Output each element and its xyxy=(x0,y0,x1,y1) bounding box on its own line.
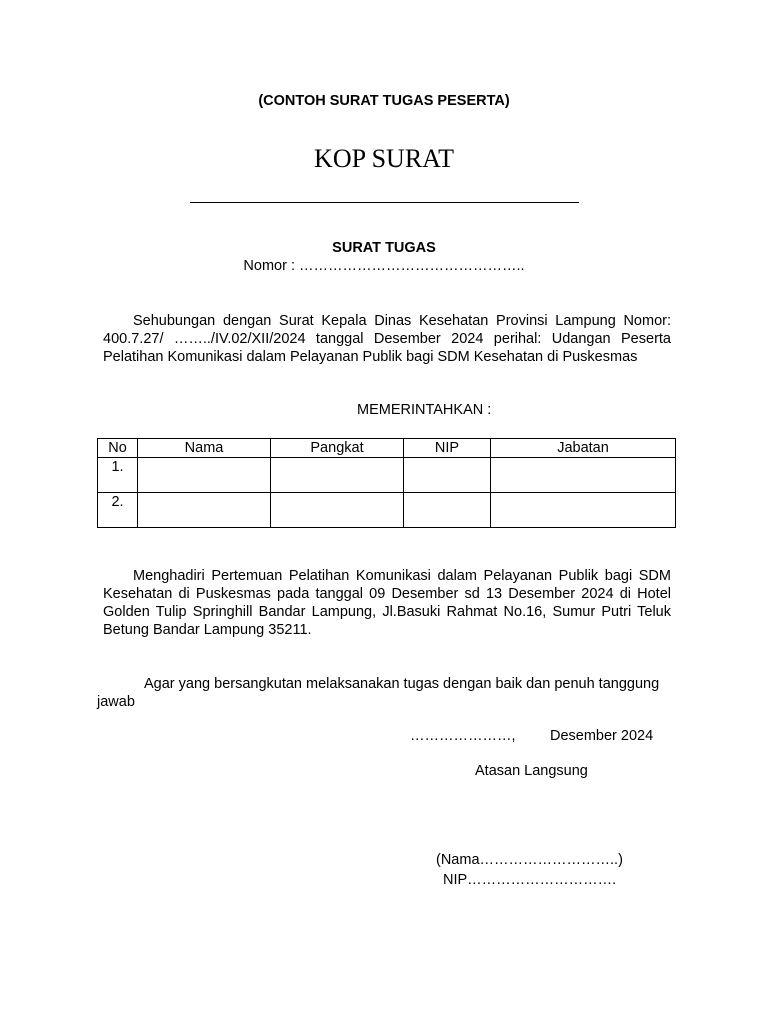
kop-surat-title: KOP SURAT xyxy=(314,144,454,173)
cell-jabatan xyxy=(491,493,676,528)
table-row xyxy=(98,458,676,493)
cell-nama xyxy=(138,458,271,493)
col-header-nip: NIP xyxy=(404,439,491,458)
cell-nama xyxy=(138,493,271,528)
table-row xyxy=(98,493,676,528)
signatory-role: Atasan Langsung xyxy=(475,763,588,779)
intro-paragraph xyxy=(103,312,671,366)
col-header-no: No xyxy=(98,439,138,458)
instruction-heading: MEMERINTAHKAN : xyxy=(357,402,492,418)
closing-paragraph xyxy=(97,675,687,711)
letter-title: SURAT TUGAS xyxy=(332,240,436,256)
cell-jabatan xyxy=(491,458,676,493)
col-header-jabatan: Jabatan xyxy=(491,439,676,458)
cell-no: 2. xyxy=(98,493,138,528)
cell-pangkat xyxy=(271,458,404,493)
intro-paragraph-text: Sehubungan dengan Surat Kepala Dinas Kesehatan Provinsi Lampung Nomor: 400.7.27/ ……../IV.02/XII/2024 tanggal Desember 2024 perihal: Udangan Peserta Pelatihan Komunikasi dalam Pelayanan Publik bagi SDM Kesehatan di Puskesmas xyxy=(103,313,671,365)
letter-number: Nomor : ……………………………………….. xyxy=(243,258,525,274)
cell-nip xyxy=(404,458,491,493)
participant-table xyxy=(97,438,676,528)
cell-pangkat xyxy=(271,493,404,528)
col-header-pangkat: Pangkat xyxy=(271,439,404,458)
letterhead-divider xyxy=(190,202,579,203)
signature-place: …………………, xyxy=(410,728,516,744)
closing-paragraph-text: Agar yang bersangkutan melaksanakan tugas dengan baik dan penuh tanggung jawab xyxy=(97,676,660,710)
sample-heading: (CONTOH SURAT TUGAS PESERTA) xyxy=(258,93,510,109)
table-header-row xyxy=(98,439,676,458)
signature-date-line xyxy=(410,728,670,744)
col-header-nama: Nama xyxy=(138,439,271,458)
signature-date: Desember 2024 xyxy=(550,728,654,744)
assignment-paragraph xyxy=(103,567,671,639)
assignment-paragraph-text: Menghadiri Pertemuan Pelatihan Komunikasi dalam Pelayanan Publik bagi SDM Kesehatan di Puskesmas pada tanggal 09 Desember sd 13 Desember 2024 di Hotel Golden Tulip Springhill Bandar Lampung, Jl.Basuki Rahmat No.16, Sumur Putri Teluk Betung Bandar Lampung 35211. xyxy=(103,568,671,638)
cell-no: 1. xyxy=(98,458,138,493)
signatory-name: (Nama………………………..) xyxy=(436,852,623,868)
cell-nip xyxy=(404,493,491,528)
signatory-nip: NIP…………………………. xyxy=(443,872,617,888)
